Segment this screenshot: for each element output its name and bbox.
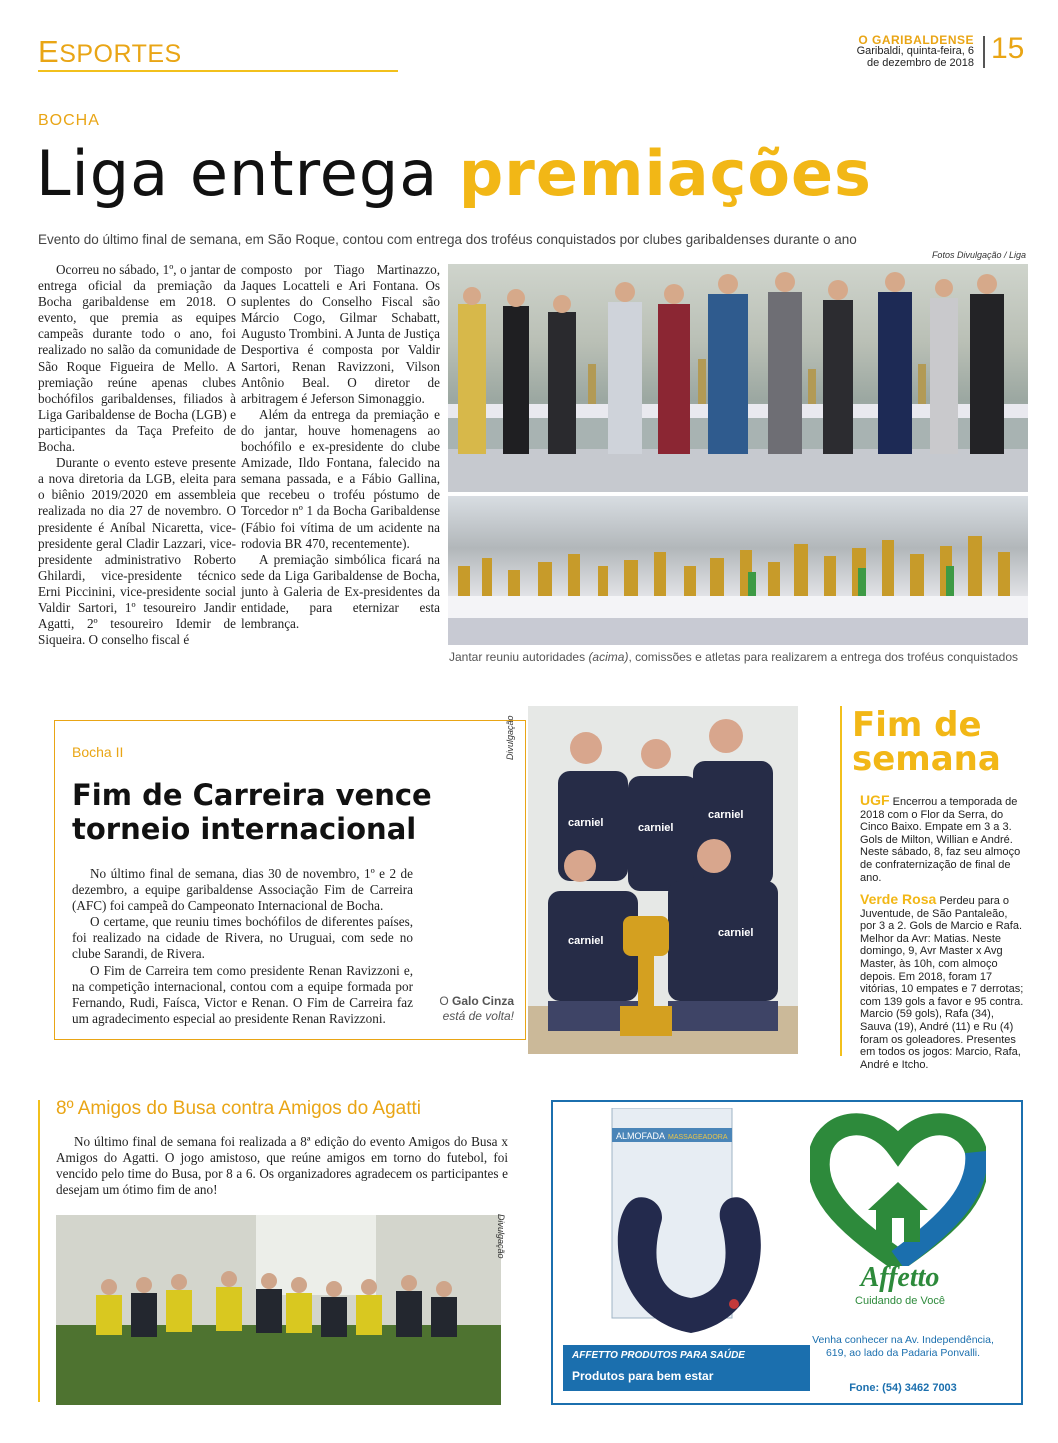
article-column-1 bbox=[38, 262, 236, 648]
article-subhead: Evento do último final de semana, em São Roque, contou com entrega dos troféus conquistados por clubes garibaldenses durante o ano bbox=[38, 232, 857, 247]
header-rule bbox=[38, 70, 398, 72]
amigos-title: 8º Amigos do Busa contra Amigos do Agatti bbox=[56, 1098, 421, 1119]
section-name: SPORTES bbox=[59, 40, 182, 68]
photo-credit-vertical: Divulgação bbox=[496, 1214, 506, 1259]
trophies-photo bbox=[448, 496, 1028, 645]
shirt-text: carniel bbox=[708, 809, 744, 821]
shirt-text: carniel bbox=[718, 927, 754, 939]
heart-house-icon bbox=[810, 1110, 986, 1266]
photo-credit: Fotos Divulgação / Liga bbox=[931, 250, 1026, 260]
article-headline bbox=[36, 134, 872, 214]
title-line: semana bbox=[852, 739, 1001, 779]
amigos-rule bbox=[38, 1100, 40, 1402]
affetto-heart-logo-icon bbox=[810, 1110, 986, 1266]
ad-address: Venha conhecer na Av. Independência, 619, ao lado da Padaria Ponvalli. bbox=[812, 1334, 994, 1359]
shirt-text: carniel bbox=[638, 822, 674, 834]
caption-italic: (acima) bbox=[588, 650, 629, 664]
bocha2-headline: Fim de Carreira vence torneio internacional bbox=[72, 778, 432, 846]
team-tag: UGF bbox=[860, 792, 890, 808]
fds-item-ugf bbox=[860, 794, 1026, 884]
team-tag: Verde Rosa bbox=[860, 891, 937, 907]
ad-phone[interactable]: Fone: (54) 3462 7003 bbox=[849, 1382, 957, 1394]
ceremony-illustration bbox=[448, 264, 1028, 492]
shirt-text: carniel bbox=[568, 935, 604, 947]
article-kicker: BOCHA bbox=[38, 112, 100, 129]
ad-tagline: Cuidando de Você bbox=[855, 1295, 945, 1307]
item-text: Encerrou a temporada de 2018 com o Flor da Serra, do Cinco Baixo. Empate em 3 a 3. Gols de Milton, Willian e André. Neste sábado, 8, faz seu almoço de confraternização de final de ano. bbox=[860, 796, 1021, 884]
paper-date: Garibaldi, quinta-feira, 6 de dezembro de 2018 bbox=[856, 45, 974, 69]
galo-prefix: O bbox=[439, 994, 452, 1008]
box-label-2: MASSAGEADORA bbox=[668, 1134, 728, 1141]
paragraph: No último final de semana foi realizada a 8ª edição do evento Amigos do Busa x Amigos do Agatti. O jogo amistoso, que reúne amigos em torno do futebol, foi vencido pelo time do Busa, por 8 a 6. Os organizadores agradecem os participantes e desejam um ótimo fim de ano! bbox=[56, 1134, 508, 1198]
bocha2-kicker: Bocha II bbox=[72, 744, 124, 760]
page-number-divider bbox=[983, 36, 985, 68]
galo-name: Galo Cinza bbox=[451, 994, 514, 1008]
paragraph: O certame, que reuniu times bochófilos de diferentes países, foi realizado na cidade de Rivera, no Uruguai, com sede no clube Sarandi, de Rivera. bbox=[72, 914, 413, 962]
paragraph: composto por Tiago Martinazzo, Jaques Locatteli e Ari Fontana. Os suplentes do Conselho Fiscal são Márcio Cogo, Gilmar Schabatt, Augusto Trombini. A Junta de Justiça Desportiva é composta por Valdir Sartori, Renan Ravizzoni, Vilson Antônio Beal. O diretor de arbitragem é Jeferson Simonaggio. bbox=[241, 262, 440, 406]
galo-suffix: está de volta! bbox=[442, 1009, 514, 1023]
team-photo bbox=[528, 706, 798, 1054]
paragraph: A premiação simbólica ficará na sede da Liga Garibaldense de Bocha, junto à Galeria de Ex-presidentes da entidade, para eternizar esta lembrança. bbox=[241, 551, 440, 632]
paper-name: O GARIBALDENSE bbox=[858, 33, 974, 47]
caption-text: , comissões e atletas para realizarem a entrega dos troféus conquistados bbox=[628, 650, 1018, 664]
paragraph: Durante o evento esteve presente a nova diretoria da LGB, eleita para o biênio 2019/2020 em assembleia realizada no dia 27 de novembro. O presidente é Aníbal Nicaretta, vice-presidente geral Cladir Lazzari, vice-presidente administrativo Roberto Ghilardi, vice-presidente técnico Erni Piccinini, vice-presidente social Valdir Sartori, 1º tesoureiro Jandir Agatti, 2º tesoureiro Idemir de Siqueira. O conselho fiscal é bbox=[38, 455, 236, 648]
ad-banner-bottom: Produtos para bem estar bbox=[572, 1369, 714, 1383]
pillow-illustration bbox=[596, 1108, 786, 1348]
trophies-illustration bbox=[448, 496, 1028, 645]
amigos-body bbox=[56, 1134, 508, 1198]
fds-item-verde-rosa bbox=[860, 893, 1026, 1071]
title-line: Fim de bbox=[852, 705, 982, 745]
team-illustration bbox=[528, 706, 798, 1054]
item-text: Perdeu para o Juventude, de São Pantaleão, por 3 a 2. Gols de Marcio e Rafa. Melhor da Avr: Matias. Neste domingo, 9, Avr Master x Avg Master, às 10h, com almoço depois. Em 2018, foram 17 vitórias, 10 empates e 7 derrotas; com 139 gols a favor e 95 contra. Marcio (59 gols), Rafa (34), Sauva (19), André (11) e Ru (4) foram os goleadores. Presentes em todos os jogos: Marcio, Rafa, André e Itcho. bbox=[860, 895, 1024, 1071]
paragraph: Ocorreu no sábado, 1º, o jantar de entrega oficial da premiação da Bocha garibaldense em 2018. O evento, que premia as equipes campeãs durante todo o ano, foi realizado no salão da comunidade de São Roque Figueira de Mello. A premiação reúne apenas clubes bochófilos garibaldenses, filiados à Liga Garibaldense de Bocha (LGB) e participantes da Taça Prefeito de Bocha. bbox=[38, 262, 236, 455]
bocha2-body bbox=[72, 866, 413, 1027]
article-column-2 bbox=[241, 262, 440, 632]
photo-credit-vertical: Divulgação bbox=[505, 715, 515, 760]
section-initial: E bbox=[38, 34, 60, 69]
amigos-photo bbox=[56, 1215, 501, 1405]
box-label: ALMOFADA bbox=[616, 1131, 666, 1141]
ad-pillow-image bbox=[596, 1108, 786, 1348]
headline-highlight: premiações bbox=[458, 137, 872, 210]
caption-text: Jantar reuniu autoridades bbox=[449, 650, 589, 664]
fim-de-semana-rule bbox=[840, 706, 842, 1056]
paragraph: No último final de semana, dias 30 de novembro, 1º e 2 de dezembro, a equipe garibaldense Associação Fim de Carreira (AFC) foi campeã do Campeonato Internacional de Bocha. bbox=[72, 866, 413, 914]
paragraph: Além da entrega da premiação e do jantar, houve homenagens ao bochófilo e ex-presidente do clube Amizade, Ildo Fontana, falecido na semana passada, e a Fábio Gallina, que recebeu o troféu póstumo de Torcedor nº 1 da Bocha Garibaldense (Fábio foi vítima de um acidente na rodovia BR 470, recentemente). bbox=[241, 406, 440, 551]
shirt-text: carniel bbox=[568, 817, 604, 829]
headline-plain: Liga entrega bbox=[36, 137, 459, 210]
section-title bbox=[38, 34, 182, 70]
ad-banner-top: AFFETTO PRODUTOS PARA SAÚDE bbox=[572, 1350, 745, 1361]
page-number: 15 bbox=[991, 32, 1025, 65]
ceremony-photo bbox=[448, 264, 1028, 492]
fim-de-semana-title bbox=[852, 705, 1001, 779]
photo-caption bbox=[449, 650, 1029, 664]
paragraph: O Fim de Carreira tem como presidente Renan Ravizzoni e, na competição internacional, contou com a equipe formada por Fernando, Rudi, Faísca, Victor e Renan. O Fim de Carreira faz um agradecimento especial ao presidente Renan Ravizzoni. bbox=[72, 962, 413, 1026]
ad-brand: Affetto bbox=[860, 1262, 940, 1293]
amigos-illustration bbox=[56, 1215, 501, 1405]
galo-cinza-note bbox=[414, 994, 514, 1024]
